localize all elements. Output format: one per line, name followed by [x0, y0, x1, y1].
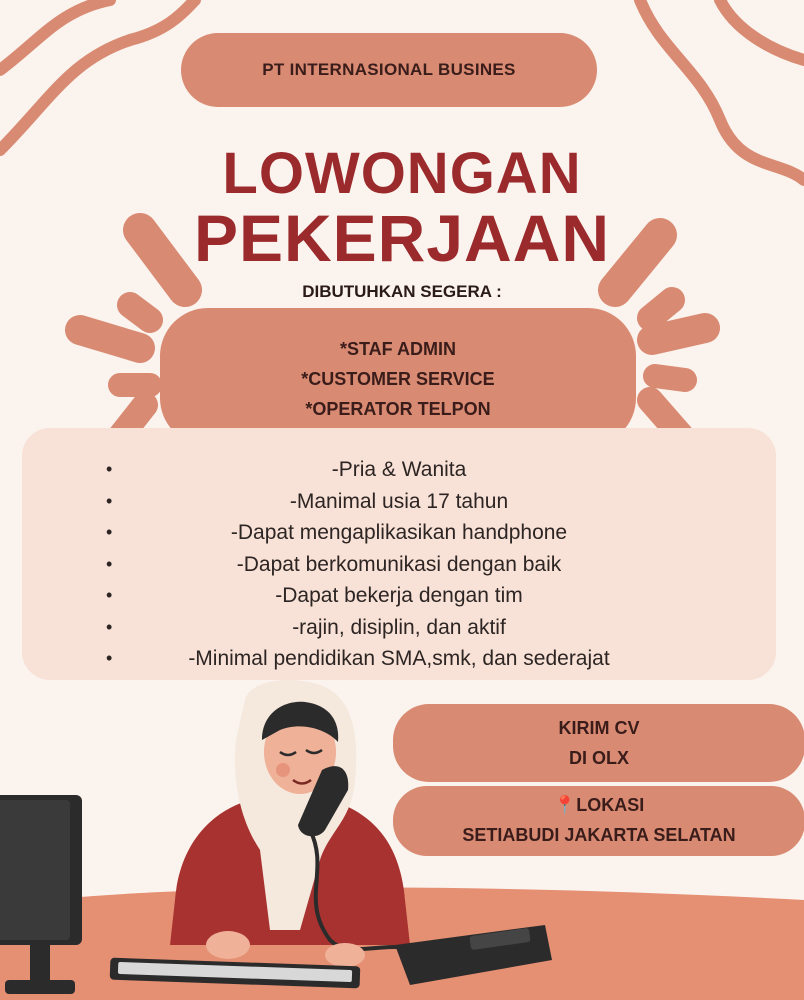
bullet-icon: •	[106, 522, 113, 542]
location-pin-icon: 📍	[553, 795, 577, 815]
requirement-item: • -rajin, disiplin, dan aktif	[22, 612, 776, 644]
position-item: *CUSTOMER SERVICE	[301, 369, 495, 389]
send-cv-line-2: DI OLX	[568, 748, 629, 768]
requirement-item: • -Dapat berkomunikasi dengan baik	[22, 549, 776, 581]
bullet-icon: •	[106, 585, 113, 605]
requirement-item: • -Manimal usia 17 tahun	[22, 486, 776, 518]
location-address: SETIABUDI JAKARTA SELATAN	[462, 825, 736, 845]
requirements-card	[22, 428, 776, 680]
location-label: LOKASI	[576, 795, 645, 815]
bullet-icon: •	[106, 459, 113, 479]
company-name: PT INTERNASIONAL BUSINES	[262, 60, 516, 79]
company-name-badge	[181, 33, 597, 107]
headline-line-2: PEKERJAAN	[193, 201, 611, 275]
requirement-item: • -Dapat mengaplikasikan handphone	[22, 517, 776, 549]
needed-immediately-label: DIBUTUHKAN SEGERA :	[302, 282, 502, 301]
bullet-icon: •	[106, 616, 113, 637]
monitor-icon	[0, 795, 82, 994]
desk-phone-icon	[395, 925, 552, 985]
position-item: *OPERATOR TELPON	[305, 399, 491, 419]
location-box	[393, 786, 804, 856]
requirement-item: • -Dapat bekerja dengan tim	[22, 580, 776, 612]
position-item: *STAF ADMIN	[340, 339, 456, 359]
bullet-icon: •	[106, 553, 113, 574]
bullet-icon: •	[106, 648, 113, 668]
requirements-list	[22, 428, 776, 675]
send-cv-box	[393, 704, 804, 782]
requirement-item: • -Minimal pendidikan SMA,smk, dan sederajat	[22, 643, 776, 675]
positions-box	[160, 308, 636, 446]
bullet-icon: •	[106, 490, 113, 511]
send-cv-line-1: KIRIM CV	[558, 718, 640, 738]
requirement-item: • -Pria & Wanita	[22, 454, 776, 486]
keyboard-icon	[110, 958, 361, 989]
headline-line-1: LOWONGAN	[222, 141, 582, 206]
